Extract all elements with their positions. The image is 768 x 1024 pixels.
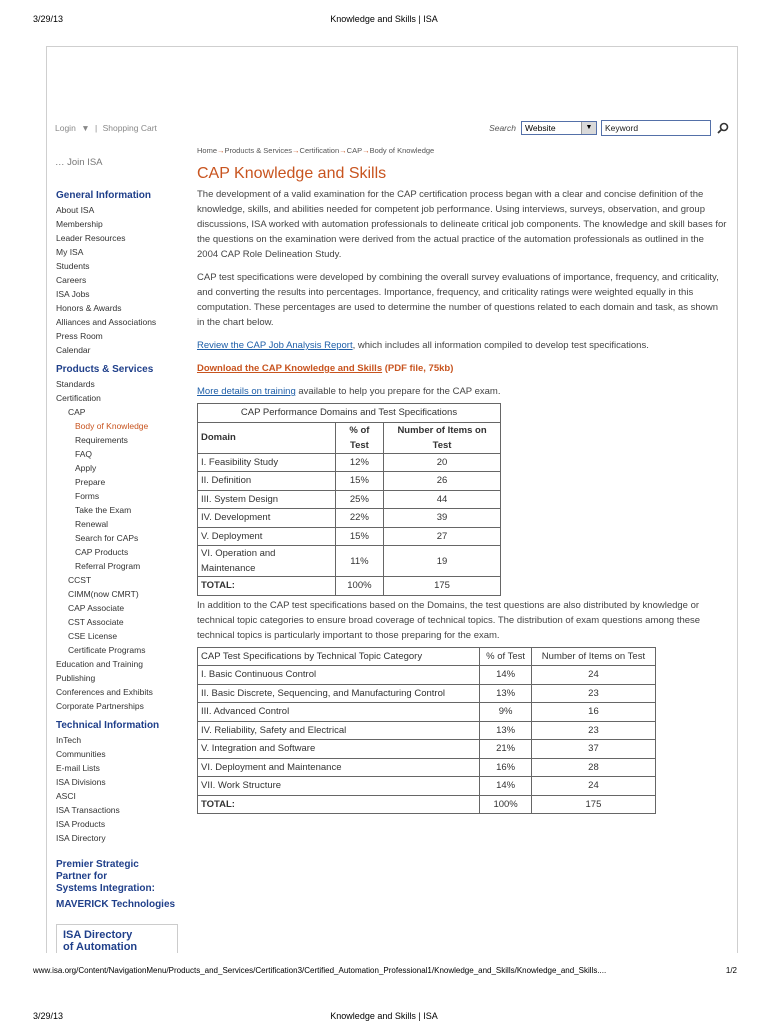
table-row <box>198 758 656 777</box>
table-row <box>198 527 501 546</box>
sidebar-item[interactable]: Forms <box>75 491 100 501</box>
sidebar-item[interactable]: CAP <box>68 407 86 417</box>
table-cell: 16 <box>531 703 655 722</box>
print-url <box>33 966 737 975</box>
sidebar-item[interactable]: E-mail Lists <box>56 763 100 773</box>
sidebar-item[interactable]: Requirements <box>75 435 128 445</box>
sidebar-item[interactable]: Apply <box>75 463 97 473</box>
breadcrumb-arrow-icon: → <box>339 146 347 155</box>
sidebar-item[interactable]: ISA Jobs <box>56 289 90 299</box>
sidebar-item[interactable]: Calendar <box>56 345 91 355</box>
print-title: Knowledge and Skills | ISA <box>330 1011 438 1021</box>
table-row <box>198 453 501 472</box>
table-row <box>198 509 501 528</box>
domains-table <box>197 403 501 596</box>
login-link[interactable]: Login <box>55 123 76 133</box>
sidebar-item[interactable]: Honors & Awards <box>56 303 122 313</box>
search-icon[interactable] <box>717 122 729 134</box>
table-cell: 27 <box>384 527 501 546</box>
sidebar-item[interactable]: Careers <box>56 275 87 285</box>
print-url-text: www.isa.org/Content/NavigationMenu/Products_and_Services/Certification3/Certified_Automation_Professional1/Knowledge_and_Skills/Knowledge_and_Skills.... <box>33 966 607 975</box>
search-scope-value: Website <box>525 123 556 133</box>
table-row <box>198 666 656 685</box>
topics-paragraph: In addition to the CAP test specifications based on the Domains, the test questions are also distributed by knowledge or technical topic categories to ensure broad coverage of technical topics. The distribution of exam questions among these technical topics is particularly important to those preparing for the exam. <box>197 599 701 641</box>
table-cell: 25% <box>335 490 383 509</box>
table-row <box>198 490 501 509</box>
table-cell: 24 <box>531 666 655 685</box>
table-cell: 14% <box>480 666 532 685</box>
breadcrumb-item[interactable]: CAP <box>346 146 363 155</box>
breadcrumb-arrow-icon: → <box>362 146 370 155</box>
table-cell: I. Basic Continuous Control <box>198 666 480 685</box>
table-row <box>198 472 501 491</box>
table-row <box>198 577 501 596</box>
table-cell: 23 <box>531 684 655 703</box>
sidebar-item[interactable]: CAP Associate <box>68 603 125 613</box>
sidebar-item[interactable]: Search for CAPs <box>75 533 139 543</box>
sidebar-item[interactable]: Students <box>56 261 90 271</box>
table-cell: 19 <box>384 546 501 577</box>
sidebar-item[interactable]: ISA Products <box>56 819 106 829</box>
sidebar-item[interactable]: Standards <box>56 379 95 389</box>
partner-line: Partner for <box>56 871 108 882</box>
table-cell: 20 <box>384 453 501 472</box>
breadcrumb-item[interactable]: Home <box>197 146 218 155</box>
table-cell: 100% <box>335 577 383 596</box>
sidebar-item[interactable]: Education and Training <box>56 659 143 669</box>
sidebar-item[interactable]: Take the Exam <box>75 505 132 515</box>
table-cell: 16% <box>480 758 532 777</box>
table-row <box>198 684 656 703</box>
sidebar-item[interactable]: CST Associate <box>68 617 124 627</box>
table-row <box>198 703 656 722</box>
directory-line: ISA Directory <box>63 929 133 941</box>
table-cell: CAP Test Specifications by Technical Topic Category <box>198 647 480 666</box>
table-cell: TOTAL: <box>198 795 480 814</box>
sidebar-item[interactable]: Renewal <box>75 519 109 529</box>
sidebar-item[interactable]: Press Room <box>56 331 103 341</box>
sidebar-item[interactable]: ISA Divisions <box>56 777 106 787</box>
directory-line: of Automation <box>63 941 138 953</box>
intro-paragraph: The development of a valid examination for the CAP certification process began with a clear and concise definition of the knowledge, skills, and abilities needed for competent job performance. Using interviews, surveys, observation, and group discussions, ISA worked with automation professionals to delineate critical job components. The knowledge and skill bases for the questions on the examination were derived from the actual practice of the automation professionals as outlined in the 2004 CAP Role Delineation Study. <box>197 189 727 260</box>
page-frame <box>46 46 738 953</box>
breadcrumb <box>197 143 727 158</box>
sidebar <box>56 183 181 953</box>
partner-line: Systems Integration: <box>56 883 155 894</box>
table-cell: % of Test <box>480 647 532 666</box>
sidebar-item[interactable]: Corporate Partnerships <box>56 701 144 711</box>
table-row <box>198 721 656 740</box>
training-text: available to help you prepare for the CAP exam. <box>295 386 501 397</box>
table-cell: 14% <box>480 777 532 796</box>
download-pdf-link[interactable]: Download the CAP Knowledge and Skills <box>197 363 383 374</box>
table-cell: III. Advanced Control <box>198 703 480 722</box>
sidebar-item[interactable]: CSE License <box>68 631 118 641</box>
table-cell: 175 <box>384 577 501 596</box>
sidebar-item[interactable]: Conferences and Exhibits <box>56 687 153 697</box>
table-row <box>198 777 656 796</box>
table-cell: 12% <box>335 453 383 472</box>
login-dropdown-icon[interactable]: ▼ <box>81 123 90 133</box>
table-cell: 28 <box>531 758 655 777</box>
breadcrumb-item[interactable]: Products & Services <box>224 146 293 155</box>
table-row <box>198 546 501 577</box>
search-scope-select[interactable] <box>521 121 597 135</box>
table-cell: 13% <box>480 721 532 740</box>
download-size: (PDF file, 75kb) <box>382 363 454 374</box>
training-line <box>197 384 727 399</box>
review-line <box>197 338 727 353</box>
table-cell: 9% <box>480 703 532 722</box>
utility-links <box>55 123 160 133</box>
table-cell: Domain <box>198 422 336 453</box>
table-cell: I. Feasibility Study <box>198 453 336 472</box>
join-isa-label[interactable]: Join ISA <box>67 157 103 168</box>
search-input[interactable]: Keyword <box>601 120 711 136</box>
table-cell: VI. Operation and Maintenance <box>198 546 336 577</box>
sidebar-item[interactable]: FAQ <box>75 449 93 459</box>
table-cell: V. Deployment <box>198 527 336 546</box>
table-cell: Number of Items on Test <box>531 647 655 666</box>
table-cell: TOTAL: <box>198 577 336 596</box>
table-cell: 26 <box>384 472 501 491</box>
breadcrumb-arrow-icon: → <box>217 146 225 155</box>
breadcrumb-arrow-icon: → <box>292 146 300 155</box>
sidebar-heading-technical[interactable]: Technical Information <box>56 720 160 731</box>
table-cell: III. System Design <box>198 490 336 509</box>
table-cell: 37 <box>531 740 655 759</box>
sidebar-item[interactable]: Referral Program <box>75 561 141 571</box>
table-cell: Number of Items on Test <box>384 422 501 453</box>
isa-directory-banner[interactable] <box>56 924 178 953</box>
sidebar-item[interactable]: Publishing <box>56 673 96 683</box>
sidebar-item[interactable]: CAP Products <box>75 547 129 557</box>
sidebar-item[interactable]: ISA Directory <box>56 833 106 843</box>
table-cell: 13% <box>480 684 532 703</box>
sidebar-item[interactable]: About ISA <box>56 205 95 215</box>
table-row <box>198 647 656 666</box>
table-cell: 23 <box>531 721 655 740</box>
table-row <box>198 740 656 759</box>
sidebar-item[interactable]: My ISA <box>56 247 84 257</box>
review-text: , which includes all information compiled to develop test specifications. <box>352 340 649 351</box>
sidebar-item[interactable]: CCST <box>68 575 92 585</box>
sidebar-item[interactable]: Communities <box>56 749 106 759</box>
table-cell: II. Basic Discrete, Sequencing, and Manufacturing Control <box>198 684 480 703</box>
specs-paragraph: CAP test specifications were developed by combining the overall survey evaluations of importance, frequency, and criticality, and converting the results into percentages. Importance, frequency, and criticality ratings were weighted equally in this computation. These percentages are used to determine the number of questions related to each domain and task, as shown in the chart below. <box>197 272 719 328</box>
table-cell: IV. Development <box>198 509 336 528</box>
table-row <box>198 795 656 814</box>
partner-name-link[interactable]: MAVERICK Technologies <box>56 899 176 910</box>
table-cell: V. Integration and Software <box>198 740 480 759</box>
shopping-cart-link[interactable]: Shopping Cart <box>102 123 157 133</box>
table-cell: 15% <box>335 472 383 491</box>
training-link[interactable]: More details on training <box>197 386 296 397</box>
print-title: Knowledge and Skills | ISA <box>330 14 438 24</box>
partner-line: Premier Strategic <box>56 859 139 870</box>
print-page-number: 1/2 <box>725 966 737 975</box>
table-row <box>198 422 501 453</box>
partner-label <box>56 859 181 895</box>
sidebar-item[interactable]: Body of Knowledge <box>75 421 149 431</box>
sidebar-heading-products[interactable]: Products & Services <box>56 364 154 375</box>
page-title: CAP Knowledge and Skills <box>197 165 387 182</box>
search-label: Search <box>489 123 516 133</box>
sidebar-heading-general[interactable]: General Information <box>56 190 152 201</box>
table-caption: CAP Performance Domains and Test Specifications <box>198 404 501 423</box>
table-cell: VII. Work Structure <box>198 777 480 796</box>
breadcrumb-item[interactable]: Certification <box>299 146 340 155</box>
sidebar-item[interactable]: Membership <box>56 219 103 229</box>
table-cell: 22% <box>335 509 383 528</box>
table-cell: 39 <box>384 509 501 528</box>
chevron-down-icon[interactable]: ▼ <box>581 122 596 134</box>
sidebar-item[interactable]: Leader Resources <box>56 233 126 243</box>
sidebar-item[interactable]: CIMM(now CMRT) <box>68 589 139 599</box>
sidebar-item[interactable]: Certification <box>56 393 101 403</box>
table-cell: % of Test <box>335 422 383 453</box>
table-cell: IV. Reliability, Safety and Electrical <box>198 721 480 740</box>
print-date: 3/29/13 <box>33 1011 64 1021</box>
table-cell: 100% <box>480 795 532 814</box>
job-analysis-link[interactable]: Review the CAP Job Analysis Report <box>197 340 353 351</box>
sidebar-item[interactable]: Certificate Programs <box>68 645 146 655</box>
table-cell: 24 <box>531 777 655 796</box>
topics-table <box>197 647 656 815</box>
table-cell: II. Definition <box>198 472 336 491</box>
download-line <box>197 361 727 376</box>
table-cell: 11% <box>335 546 383 577</box>
join-isa-link[interactable]: … Join ISA <box>55 157 103 168</box>
main-content <box>197 143 727 814</box>
search-bar <box>489 120 729 136</box>
sidebar-item[interactable]: InTech <box>56 735 82 745</box>
sidebar-item[interactable]: Prepare <box>75 477 106 487</box>
sidebar-item[interactable]: ISA Transactions <box>56 805 120 815</box>
sidebar-item[interactable]: Alliances and Associations <box>56 317 157 327</box>
table-cell: 21% <box>480 740 532 759</box>
table-cell: 44 <box>384 490 501 509</box>
table-cell: VI. Deployment and Maintenance <box>198 758 480 777</box>
print-date: 3/29/13 <box>33 14 64 24</box>
breadcrumb-item[interactable]: Body of Knowledge <box>369 146 435 155</box>
table-cell: 15% <box>335 527 383 546</box>
utility-divider: | <box>94 123 98 133</box>
table-caption-row <box>198 404 501 423</box>
sidebar-item[interactable]: ASCI <box>56 791 76 801</box>
table-cell: 175 <box>531 795 655 814</box>
